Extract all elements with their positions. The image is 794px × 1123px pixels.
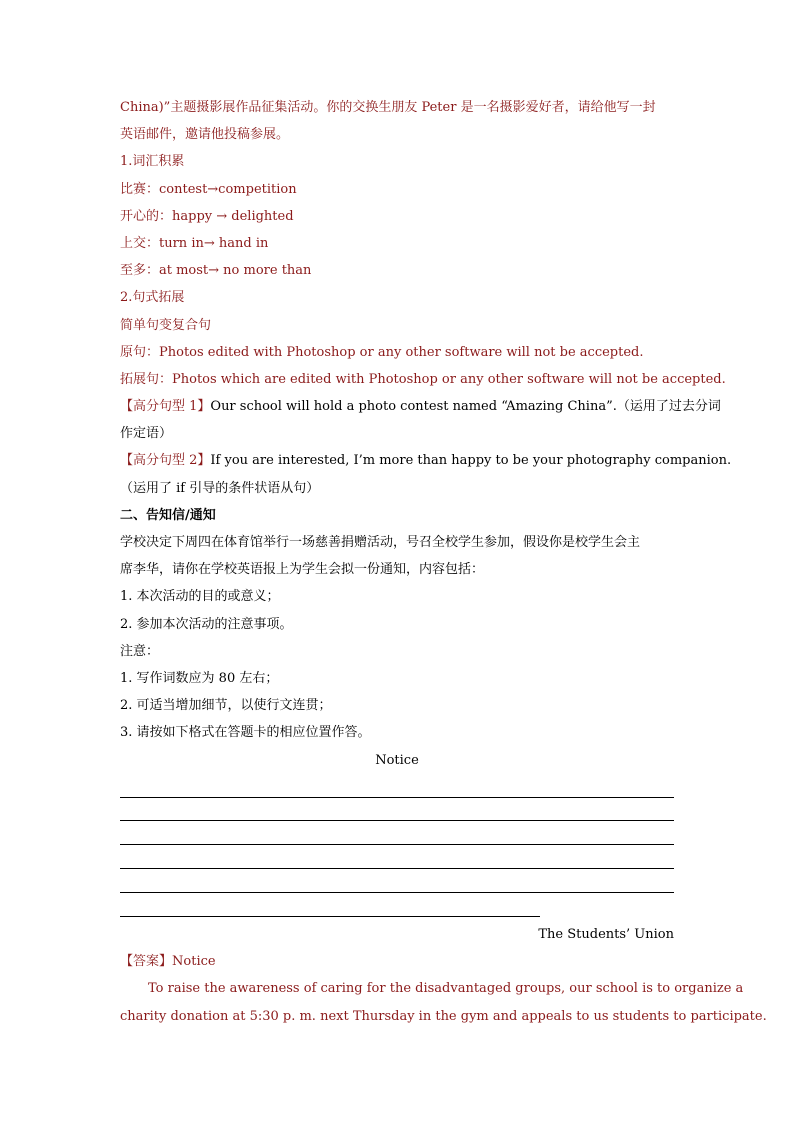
document-page bbox=[120, 94, 767, 1030]
signature: The Students’ Union bbox=[538, 927, 674, 943]
content-item: 1. 本次活动的目的或意义； bbox=[120, 589, 280, 605]
answer-line bbox=[120, 868, 674, 869]
answer-heading bbox=[120, 948, 674, 975]
answer-line bbox=[120, 892, 674, 893]
note-item: 2. 可适当增加细节，以使行文连贯； bbox=[120, 698, 332, 714]
answer-tag: 【答案】 bbox=[120, 954, 173, 970]
vocab-item: 上交：turn in→ hand in bbox=[120, 235, 269, 251]
pattern-1-line-1: 【高分句型 1】Our school will hold a photo contest named “Amazing China”.（运用了过去分词 bbox=[120, 399, 721, 415]
pattern-2-tag: 【高分句型 2】 bbox=[120, 453, 211, 469]
answer-line bbox=[120, 820, 674, 821]
note-label: 注意： bbox=[120, 643, 160, 659]
pattern-2-line-2: （运用了 if 引导的条件状语从句） bbox=[120, 480, 320, 496]
vocab-heading: 1.词汇积累 bbox=[120, 154, 185, 170]
sentence-heading: 2.句式拓展 bbox=[120, 290, 185, 306]
answer-line bbox=[120, 916, 540, 917]
vocab-item: 开心的：happy → delighted bbox=[120, 208, 294, 224]
answer-title: Notice bbox=[172, 954, 216, 970]
pattern-2-line-1: 【高分句型 2】If you are interested, I’m more than happy to be your photography companion. bbox=[120, 453, 732, 469]
intro-line-2: 英语邮件，邀请他投稿参展。 bbox=[120, 127, 290, 143]
sentence-subheading: 简单句变复合句 bbox=[120, 317, 212, 333]
note-item: 3. 请按如下格式在答题卡的相应位置作答。 bbox=[120, 725, 371, 741]
prompt-line-1: 学校决定下周四在体育馆举行一场慈善捐赠活动，号召全校学生参加，假设你是校学生会主 bbox=[120, 535, 641, 550]
pattern-1-line-2: 作定语） bbox=[120, 426, 173, 442]
notice-heading: Notice bbox=[375, 752, 419, 768]
intro-line-1: China)”主题摄影展作品征集活动。你的交换生朋友 Peter 是一名摄影爱好者，请给他写一封 bbox=[120, 100, 656, 115]
answer-paragraph-line-2: charity donation at 5:30 p. m. next Thursday in the gym and appeals to us students to participate. bbox=[120, 1008, 767, 1024]
note-item: 1. 写作词数应为 80 左右； bbox=[120, 670, 279, 686]
vocab-item: 至多：at most→ no more than bbox=[120, 263, 312, 279]
pattern-1-tag: 【高分句型 1】 bbox=[120, 399, 211, 415]
content-item: 2. 参加本次活动的注意事项。 bbox=[120, 616, 293, 632]
original-sentence: 原句：Photos edited with Photoshop or any other software will not be accepted. bbox=[120, 344, 644, 360]
prompt-line-2: 席李华，请你在学校英语报上为学生会拟一份通知，内容包括： bbox=[120, 562, 485, 578]
section-title: 二、告知信/通知 bbox=[120, 507, 216, 523]
expanded-sentence: 拓展句：Photos which are edited with Photoshop or any other software will not be accepted. bbox=[120, 371, 726, 387]
answer-line bbox=[120, 844, 674, 845]
answer-line bbox=[120, 797, 674, 798]
vocab-item: 比赛：contest→competition bbox=[120, 181, 297, 197]
answer-paragraph-line-1: To raise the awareness of caring for the disadvantaged groups, our school is to organize a bbox=[148, 981, 744, 997]
